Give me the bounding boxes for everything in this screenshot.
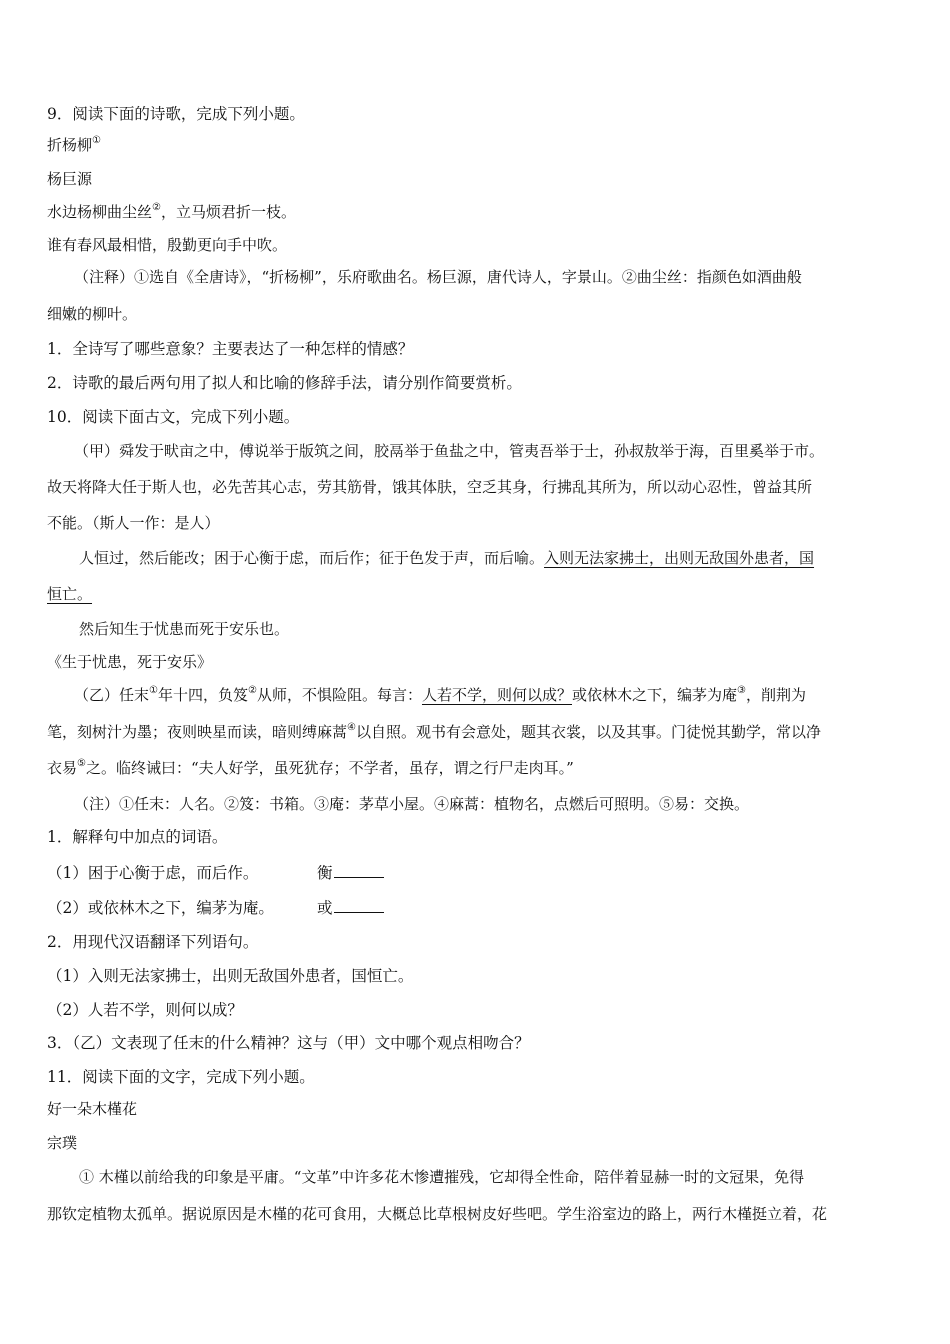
jia-para1-line1: （甲）舜发于畎亩之中，傅说举于版筑之间，胶鬲举于鱼盐之中，管夷吾举于士，孙叔敖举于海，百里奚举于市。: [74, 442, 825, 460]
yi-line3: 衣易⑤之。临终诫曰：“夫人好学，虽死犹存；不学者，虽存，谓之行尸走肉耳。”: [47, 758, 574, 777]
poem-author: 杨巨源: [47, 170, 93, 188]
q11-title: 11．阅读下面的文字，完成下列小题。: [47, 1068, 315, 1086]
jia-para2-line1: 人恒过，然后能改；困于心衡于虑，而后作；征于色发于声，而后喻。入则无法家拂士，出则无敌国外患者，国: [79, 549, 815, 567]
poem-notes-line-2: 细嫩的柳叶。: [47, 305, 138, 323]
underlined-question: 人若不学，则何以成？: [421, 686, 572, 704]
yi-line1: （乙）任末①年十四，负笈②从师，不惧险阻。每言：人若不学，则何以成？或依林木之下，编茅为庵③，削荆为: [74, 685, 806, 704]
jia-para3: 然后知生于忧患而死于安乐也。: [79, 620, 290, 638]
poem-title: 折杨柳①: [47, 135, 101, 154]
answer-blank[interactable]: [334, 897, 384, 913]
answer-blank[interactable]: [334, 862, 384, 878]
jia-para1-line2: 故天将降大任于斯人也，必先苦其心志，劳其筋骨，饿其体肤，空乏其身，行拂乱其所为，所以动心忍性，曾益其所: [47, 478, 813, 496]
jia-para1-line3: 不能。（斯人一作：是人）: [47, 514, 220, 532]
poem-line-2: 谁有春风最相惜，殷勤更向手中吹。: [47, 236, 288, 254]
jia-source: 《生于忧患，死于安乐》: [47, 653, 213, 671]
q10-title: 10．阅读下面古文，完成下列小题。: [47, 408, 300, 426]
q9-sub2: 2．诗歌的最后两句用了拟人和比喻的修辞手法，请分别作简要赏析。: [47, 374, 522, 392]
poem-notes-line-1: （注释）①选自《全唐诗》，“折杨柳”，乐府歌曲名。杨巨源，唐代诗人，字景山。②曲尘丝：指颜色如酒曲般: [74, 268, 802, 286]
underlined-sentence: 入则无法家拂士，出则无敌国外患者，国: [544, 549, 815, 567]
essay-author: 宗璞: [47, 1134, 78, 1152]
essay-para1-line2: 那钦定植物太孤单。据说原因是木槿的花可食用，大概总比草根树皮好些吧。学生浴室边的路上，两行木槿挺立着，花: [47, 1205, 828, 1223]
essay-title: 好一朵木槿花: [47, 1100, 138, 1118]
q10-sub1-item1: （1）困于心衡于虑，而后作。 衡: [47, 862, 384, 883]
q10-sub2-item1: （1）入则无法家拂士，出则无敌国外患者，国恒亡。: [47, 967, 414, 985]
q9-sub1: 1．全诗写了哪些意象？主要表达了一种怎样的情感？: [47, 340, 414, 358]
yi-line2: 笔，刻树汁为墨；夜则映星而读，暗则缚麻蒿④以自照。观书有会意处，题其衣裳，以及其事。门徒悦其勤学，常以净: [47, 722, 821, 741]
q10-sub1-item2: （2）或依林木之下，编茅为庵。 或: [47, 897, 384, 918]
q10-sub2: 2．用现代汉语翻译下列语句。: [47, 933, 259, 951]
q10-sub2-item2: （2）人若不学，则何以成？: [47, 1001, 243, 1019]
poem-line-1: 水边杨柳曲尘丝②，立马烦君折一枝。: [47, 202, 296, 221]
q9-title: 9．阅读下面的诗歌，完成下列小题。: [47, 105, 305, 123]
q10-sub1: 1．解释句中加点的词语。: [47, 828, 228, 846]
yi-notes: （注）①任末：人名。②笈：书箱。③庵：茅草小屋。④麻蒿：植物名，点燃后可照明。⑤易：交换。: [74, 795, 750, 813]
jia-para2-line2: 恒亡。: [47, 585, 93, 603]
q10-sub3: 3．（乙）文表现了任末的什么精神？这与（甲）文中哪个观点相吻合？: [47, 1034, 530, 1052]
essay-para1-line1: ① 木槿以前给我的印象是平庸。“文革”中许多花木惨遭摧残，它却得全性命，陪伴着显赫一时的文冠果，免得: [79, 1168, 805, 1186]
